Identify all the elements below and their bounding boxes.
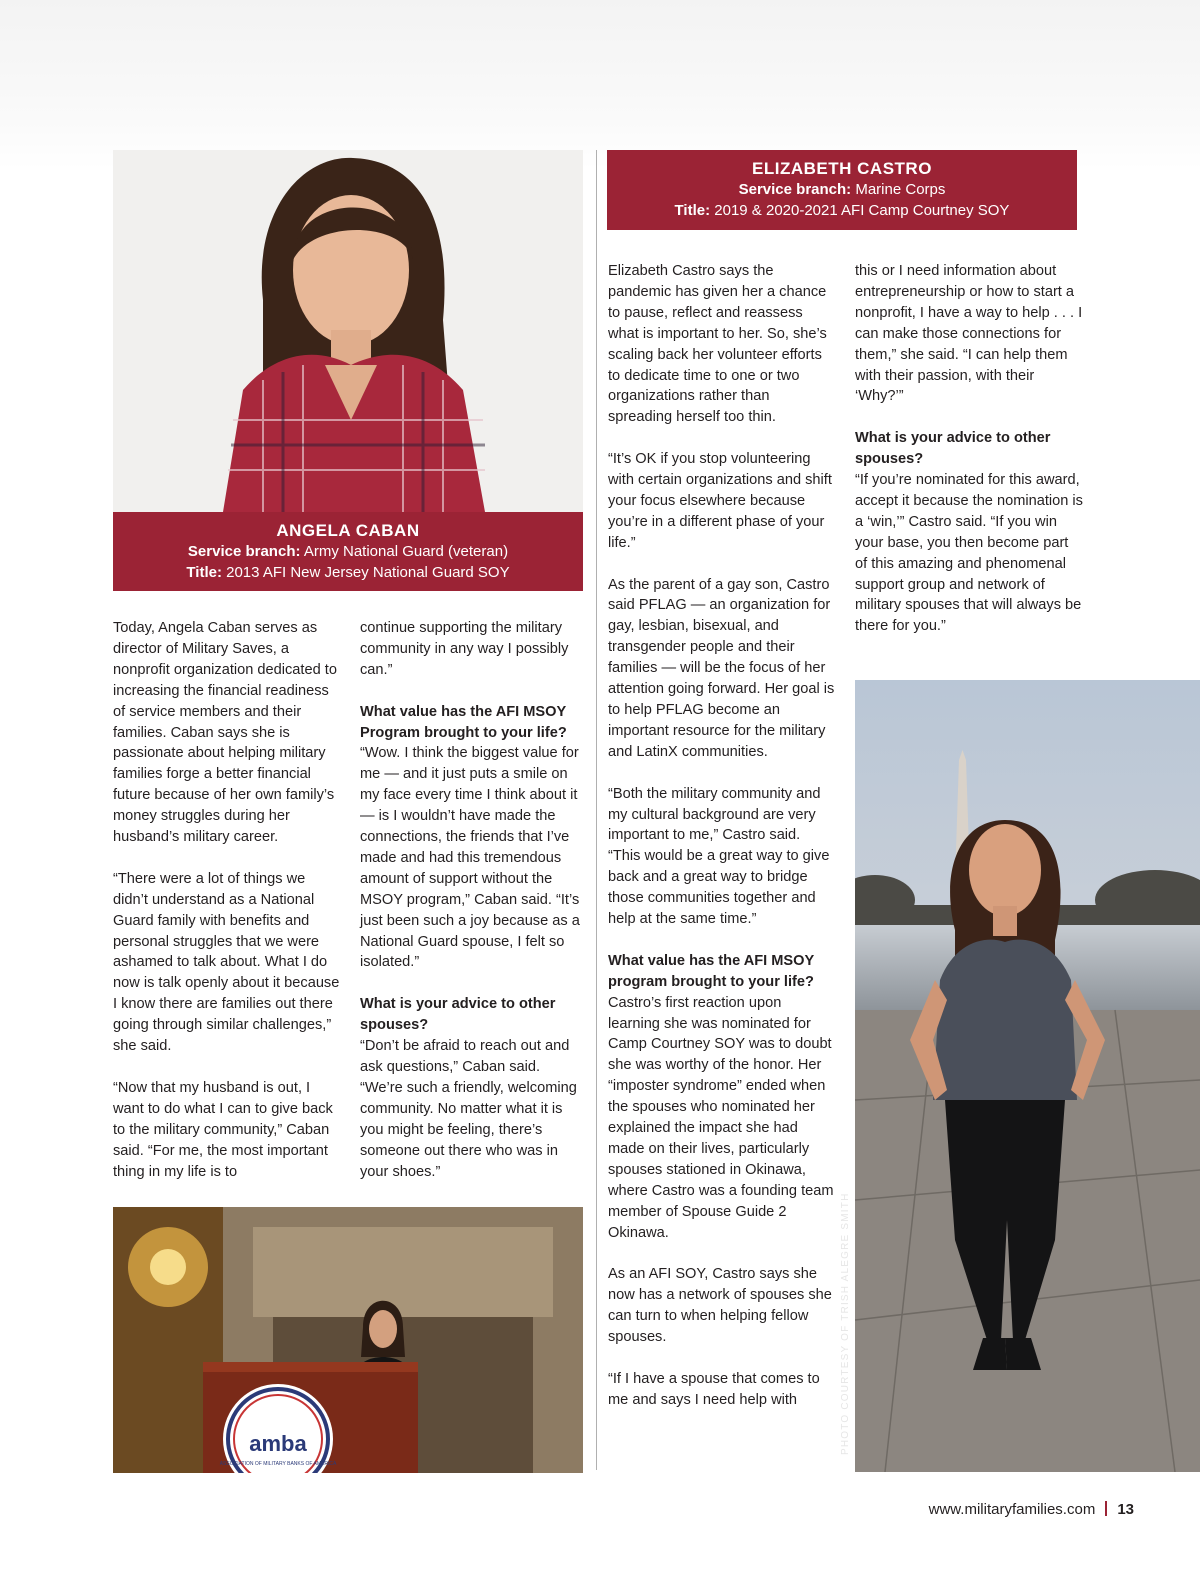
interview-answer: “Don’t be afraid to reach out and ask questions,” Caban said. “We’re such a friendly, welcoming community. No matter what it is you might be feeling, there’s someone out there who was in your shoes.” <box>360 1038 577 1180</box>
service-branch-line <box>113 541 583 562</box>
interview-question: What is your advice to other spouses? <box>360 996 556 1034</box>
podium-logo-subtitle: ASSOCIATION OF MILITARY BANKS OF AMERICA <box>219 1461 337 1467</box>
interview-answer: “If you’re nominated for this award, accept it because the nomination is a ‘win,’” Castro said. “If you win your base, you then become part of this amazing and phenomenal support group and network of military spouses that will always be there for you.” <box>855 472 1083 635</box>
angela-article-column-1 <box>113 618 341 1203</box>
podium-logo-name: amba <box>249 1431 307 1456</box>
paragraph: this or I need information about entrepreneurship or how to start a nonprofit, I have a way to help . . . I can make those connections for them,” she said. “I can help them with their passion, with their ‘Why?’” <box>855 263 1083 405</box>
footer-separator <box>1105 1501 1107 1516</box>
paragraph: As an AFI SOY, Castro says she now has a network of spouses she can turn to when helping fellow spouses. <box>608 1266 832 1346</box>
photo-credit: PHOTO COURTESY OF TRISH ALEGRE SMITH <box>840 1192 851 1455</box>
page-footer <box>929 1501 1134 1518</box>
elizabeth-article-column-2 <box>855 261 1083 658</box>
elizabeth-castro-monument-photo <box>855 680 1200 1472</box>
service-branch-label: Service branch: <box>738 181 852 198</box>
service-branch-value: Army National Guard (veteran) <box>303 543 509 560</box>
paragraph: “There were a lot of things we didn’t understand as a National Guard family with benefits and personal struggles that we were ashamed to talk about. What I do now is talk openly about it because I know there are families out there going through similar challenges,” she said. <box>113 870 340 1055</box>
angela-podium-photo <box>113 1207 583 1473</box>
title-label: Title: <box>674 202 711 219</box>
paragraph: “If I have a spouse that comes to me and says I need help with <box>608 1370 820 1408</box>
interview-answer: “Wow. I think the biggest value for me — and it just puts a smile on my face every time I think about it — is I wouldn’t have made the connections, the friends that I’ve made and had this tremendous amount of support without the MSOY program,” Caban said. “It’s just been such a joy because as a National Guard spouse, I felt so isolated.” <box>360 745 580 971</box>
title-line <box>113 562 583 583</box>
elizabeth-castro-banner <box>607 150 1077 230</box>
title-label: Title: <box>186 564 222 581</box>
service-branch-value: Marine Corps <box>855 181 946 198</box>
title-value: 2019 & 2020-2021 AFI Camp Courtney SOY <box>714 202 1010 219</box>
paragraph: “It’s OK if you stop volunteering with certain organizations and shift your focus elsewhere because you’re in a different phase of your life.” <box>608 451 832 551</box>
interview-answer: Castro’s first reaction upon learning she was nominated for Camp Courtney SOY was to doubt she was worthy of the honor. Her “imposter syndrome” ended when the spouses who nominated her explained the impact she had made on their lives, particularly spouses stationed in Okinawa, where Castro was a founding team member of Spouse Guide 2 Okinawa. <box>608 994 834 1241</box>
title-line <box>607 200 1077 221</box>
paragraph: “Both the military community and my cultural background are very important to me,” Castro said. “This would be a great way to give back and a great way to bridge those communities together and help at the same time.” <box>608 785 830 928</box>
angela-article-column-2 <box>360 618 586 1203</box>
column-divider <box>596 150 597 1470</box>
profile-name: ELIZABETH CASTRO <box>752 159 932 178</box>
paragraph: “Now that my husband is out, I want to do what I can to give back to the military community,” Caban said. “For me, the most important thing in my life is to <box>113 1079 333 1180</box>
paragraph: Elizabeth Castro says the pandemic has given her a chance to pause, reflect and reassess what is important to her. So, she’s scaling back her volunteer efforts to dedicate time to one or two organizations rather than spreading herself too thin. <box>608 263 827 426</box>
paragraph: Today, Angela Caban serves as director of Military Saves, a nonprofit organization dedicated to increasing the financial readiness of service members and their families. Caban says she is passionate about helping military families forge a better financial future because of her own family’s money struggles during her husband’s military career. <box>113 620 337 846</box>
website-url: www.militaryfamilies.com <box>928 1501 1096 1518</box>
interview-question: What value has the AFI MSOY program brought to your life? <box>608 952 814 990</box>
page-number: 13 <box>1117 1501 1134 1518</box>
profile-name: ANGELA CABAN <box>276 521 420 540</box>
service-branch-label: Service branch: <box>187 543 301 560</box>
interview-question: What value has the AFI MSOY Program brought to your life? <box>360 703 567 741</box>
paragraph: As the parent of a gay son, Castro said PFLAG — an organization for gay, lesbian, bisexual, and transgender people and their families — will be the focus of her attention going forward. Her goal is to help PFLAG become an important resource for the military and LatinX communities. <box>608 576 835 760</box>
angela-caban-portrait <box>113 150 583 512</box>
elizabeth-article-column-1 <box>608 261 836 1432</box>
service-branch-line <box>607 179 1077 200</box>
interview-question: What is your advice to other spouses? <box>855 430 1051 468</box>
title-value: 2013 AFI New Jersey National Guard SOY <box>226 564 510 581</box>
paragraph: continue supporting the military community in any way I possibly can.” <box>360 620 569 678</box>
angela-caban-banner <box>113 512 583 591</box>
